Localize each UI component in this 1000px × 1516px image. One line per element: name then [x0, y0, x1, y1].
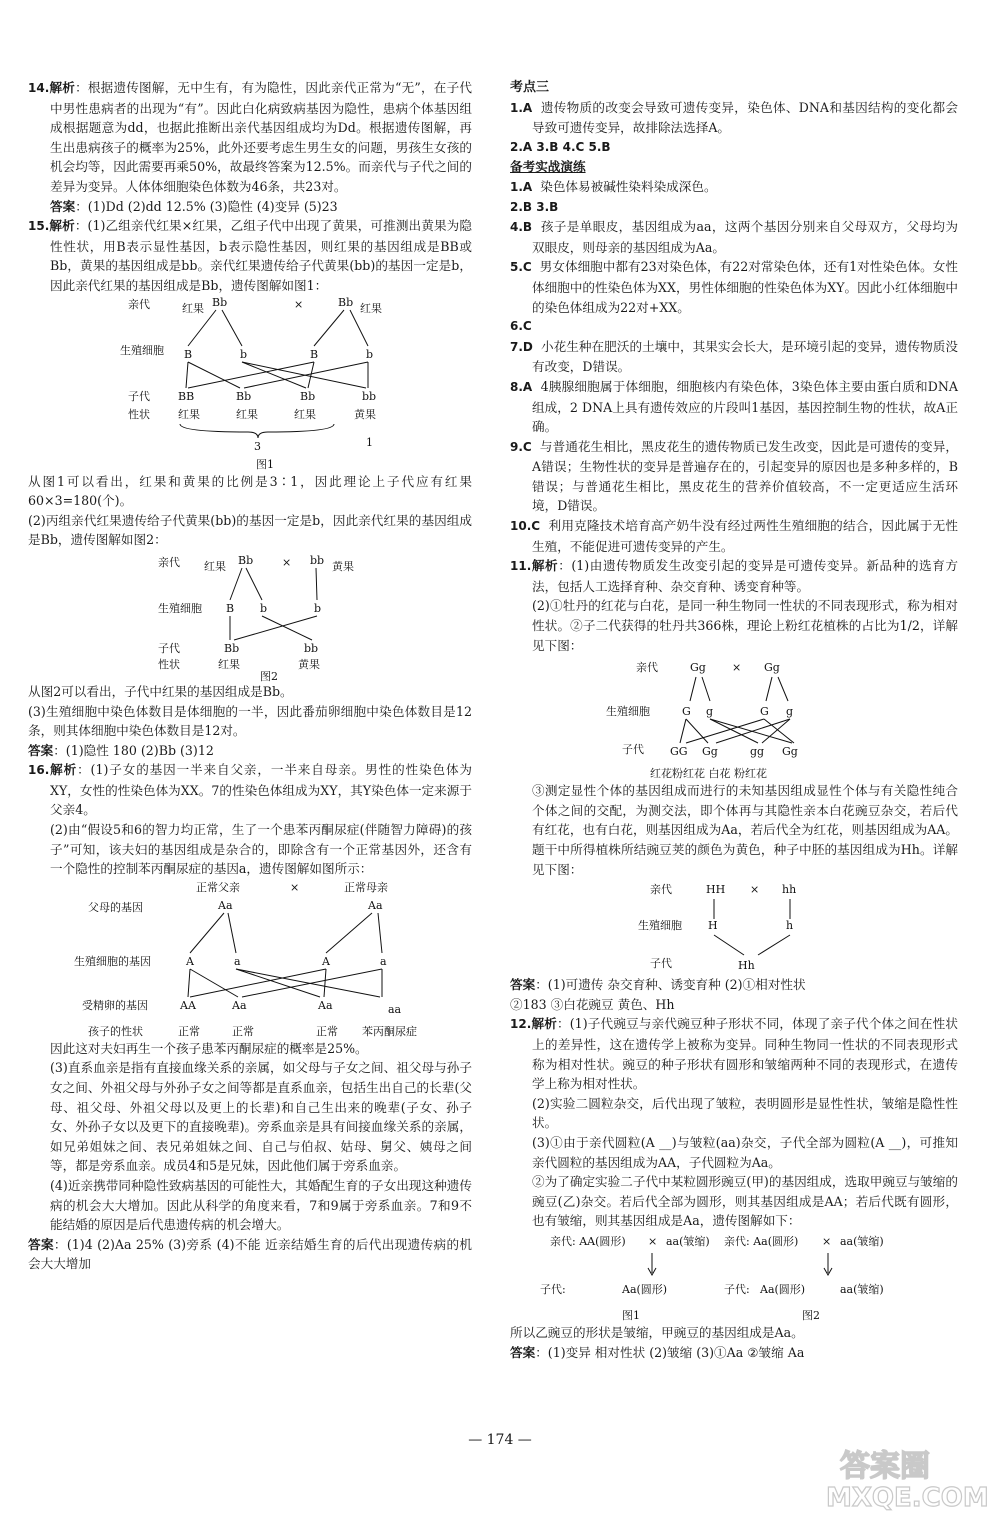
watermark-text-top: 答案圈 — [840, 1449, 930, 1484]
bk-item-5-number: 5.C — [510, 260, 532, 275]
q12f-left-parent: 亲代: AA(圆形) — [550, 1234, 626, 1248]
fig1-caption: 图1 — [256, 457, 274, 471]
fig1-parent-label: 亲代 — [128, 297, 150, 311]
q11f2-p-left: HH — [706, 883, 726, 897]
q12-figure — [510, 1231, 958, 1323]
fig2-gamete-1: B — [226, 601, 235, 615]
q11f1-offspring-1: GG — [670, 745, 688, 759]
q15-answer — [28, 741, 472, 761]
bk-item-8-text: 4胰腺细胞属于体细胞，细胞核内有染色体，3染色体主要由蛋白质和DNA组成，2 DNA上具有遗传效应的片段叫1基因，基因控制生物的性状，故A正确。 — [532, 378, 958, 435]
q11f2-p-right: hh — [782, 883, 797, 897]
bk-item-4-number: 4.B — [510, 220, 533, 235]
fig3-gamete-1: A — [186, 954, 194, 968]
fig3-father: 正常父亲 — [196, 880, 240, 894]
fig3-row4: 孩子的性状 — [88, 1024, 143, 1038]
bk-item-1-number: 1.A — [510, 179, 533, 194]
q12f-right-child-1: Aa(圆形) — [760, 1282, 806, 1296]
fig3-offspring-3: Aa — [318, 998, 333, 1012]
bk-item-10 — [510, 516, 958, 556]
q12f-left-cross: × — [648, 1234, 658, 1248]
q15-answer-label: 答案 — [28, 742, 54, 758]
fig3-trait-2: 正常 — [232, 1024, 254, 1038]
q15-figure-2 — [28, 550, 472, 682]
bk-title: 备考实战演练 — [510, 159, 586, 175]
fig3-cross: × — [290, 880, 300, 894]
bk-item-1-text: 染色体易被碱性染料染成深色。 — [540, 178, 717, 194]
q14-number: 14. — [28, 81, 50, 95]
fig1-gamete-2: b — [240, 347, 248, 361]
q12f-right-parent: 亲代: Aa(圆形) — [724, 1234, 799, 1248]
q11f2-parent: 亲代 — [650, 883, 672, 897]
q12-label: 解析 — [531, 1016, 557, 1032]
q14-label: 解析 — [49, 80, 76, 95]
q11f1-p-right: Gg — [764, 661, 780, 675]
q11-answer-text-1: ：(1)可遗传 杂交育种、诱变育种 (2)①相对性状 — [535, 977, 806, 993]
page-number: — 174 — — [468, 1432, 532, 1448]
bk-item-6: 6.C — [510, 319, 532, 334]
q16-text-2: (2)由“假设5和6的智力均正常，生了一个患苯丙酮尿症(伴随智力障碍)的孩子”可知，该夫妇的基因组成是杂合的，即除含有一个正常基因外，还含有一个隐性的控制苯丙酮尿症的基因a，遗传图解如图所示： — [50, 822, 472, 877]
fig1-offspring-3: Bb — [300, 389, 316, 403]
q16-answer-label: 答案 — [28, 1236, 54, 1252]
fig1-child-label: 子代 — [128, 389, 150, 403]
left-column — [28, 78, 472, 1274]
bk-item-4-text: 孩子是单眼皮，基因组成为aa，这两个基因分别来自父母双方，父母均为双眼皮，则母亲的基因组成为Aa。 — [532, 219, 958, 255]
q12f-right-child-label: 子代: — [724, 1282, 750, 1296]
fig2-parent-label: 亲代 — [158, 555, 180, 569]
q11-answer-label: 答案 — [510, 977, 536, 993]
kd3-item-1-number: 1.A — [510, 100, 533, 115]
q12-number: 12. — [510, 1017, 532, 1032]
fig1-cross: × — [294, 297, 304, 311]
fig3-offspring-2: Aa — [232, 998, 247, 1012]
q11f2-gamete-left: H — [708, 919, 718, 933]
q15-text-5: (3)生殖细胞中染色体数目是体细胞的一半，因此番茄卵细胞中染色体数目是12条，则其体细胞中染色体数目是12对。 — [28, 703, 472, 739]
fig3-trait-1: 正常 — [178, 1024, 200, 1038]
q14-answer — [28, 197, 472, 217]
q12-text-3: (3)①由于亲代圆粒(A __)与皱粒(aa)杂交，子代全部为圆粒(A __)，可推知亲代圆粒的基因组成为AA，子代圆粒为Aa。 — [532, 1134, 958, 1170]
q12f-right-other: aa(皱缩) — [840, 1234, 884, 1248]
fig2-right-trait: 黄果 — [332, 559, 354, 573]
fig3-gamete-3: A — [322, 954, 330, 968]
q15-label: 解析 — [49, 218, 75, 234]
fig1-offspring-1: BB — [178, 389, 195, 403]
q12f-right-cross: × — [822, 1234, 832, 1248]
bk-item-5 — [510, 257, 958, 317]
q11f1-gamete-1: G — [682, 705, 691, 719]
q11f1-gamete-3: G — [760, 705, 769, 719]
bk-item-9-text: 与普通花生相比，黑皮花生的遗传物质已发生改变，因此是可遗传的变异，A错误；生物性状的变异是普遍存在的，引起变异的原因也是多种多样的，B错误；与普通花生相比，黑皮花生的营养价值较高，不一定更适应生活环境，D错误。 — [532, 438, 958, 514]
kd3-title: 考点三 — [510, 80, 550, 95]
q12f-left-child-label: 子代: — [540, 1282, 566, 1296]
q16-analysis — [28, 760, 472, 820]
q11f1-cross: × — [732, 661, 742, 675]
fig2-gamete-3: b — [314, 601, 322, 615]
fig2-offspring-2: bb — [304, 641, 319, 655]
q11-analysis — [510, 556, 958, 596]
q12-answer-label: 答案 — [510, 1344, 536, 1360]
fig1-gamete-4: b — [366, 347, 374, 361]
fig1-ratio-1: 1 — [366, 435, 373, 449]
fig3-row3: 受精卵的基因 — [82, 998, 148, 1012]
bk-item-9-number: 9.C — [510, 439, 532, 454]
watermark-logo — [820, 1442, 992, 1512]
q15-number: 15. — [28, 219, 50, 234]
q11f1-germ: 生殖细胞 — [606, 705, 650, 719]
q12-text-2: (2)实验二圆粒杂交，后代出现了皱粒，表明圆形是显性性状，皱缩是隐性性状。 — [532, 1095, 958, 1131]
fig1-gamete-1: B — [184, 347, 193, 361]
q12-text-1: ：(1)子代豌豆与亲代豌豆种子形状不同，体现了亲子代个体之间在性状上的差异性，这在遗传学上被称为变异。同种生物同一性状的不同表现形式称为相对性状。豌豆的种子形状有圆形和皱缩两种不同的表现形式，在遗传学上称为相对性状。 — [532, 1016, 959, 1092]
q11f2-germ: 生殖细胞 — [638, 919, 682, 933]
q12f-caption-1: 图1 — [622, 1308, 640, 1322]
fig1-ratio-3: 3 — [254, 439, 261, 453]
q11f1-gamete-2: g — [706, 705, 714, 719]
bk-item-9 — [510, 437, 958, 516]
fig1-right-parent: Bb — [338, 295, 354, 309]
q15-analysis — [28, 216, 472, 295]
fig2-caption: 图2 — [260, 669, 278, 682]
q12-answer-text: ：(1)变异 相对性状 (2)皱缩 (3)①Aa ②皱缩 Aa — [535, 1344, 805, 1360]
q11-answer-2: ②183 ③白花豌豆 黄色、Hh — [510, 996, 675, 1012]
fig2-left-trait: 红果 — [204, 559, 226, 573]
q11f2-gamete-right: h — [786, 919, 794, 933]
fig1-trait-4: 黄果 — [354, 407, 376, 421]
q11f1-offspring-2: Gg — [702, 745, 718, 759]
fig1-trait-3: 红果 — [294, 407, 316, 421]
q16-number: 16. — [28, 763, 50, 778]
fig1-left-parent: Bb — [212, 295, 228, 309]
bk-item-4 — [510, 217, 958, 257]
fig2-trait-2: 黄果 — [298, 657, 320, 671]
q11f1-p-left: Gg — [690, 661, 706, 675]
q11-number: 11. — [510, 559, 532, 574]
fig2-right-parent: bb — [310, 553, 325, 567]
q11-text-1: ：(1)由遗传物质发生改变引起的变异是可遗传变异。新品种的选育方法，包括人工选择育种、杂交育种、诱变育种等。 — [532, 558, 958, 594]
fig1-trait-1: 红果 — [178, 407, 200, 421]
q12-answer — [510, 1343, 958, 1363]
fig2-trait-1: 红果 — [218, 657, 240, 671]
fig1-gamete-3: B — [310, 347, 319, 361]
fig3-trait-3: 正常 — [316, 1024, 338, 1038]
fig2-gamete-2: b — [260, 601, 268, 615]
right-column — [510, 78, 958, 1362]
kd3-item-1-text: 遗传物质的改变会导致可遗传变异，染色体、DNA和基因结构的变化都会导致可遗传变异，故排除法选择A。 — [532, 99, 958, 136]
kd3-item-1 — [510, 98, 958, 138]
watermark-text-bottom: MXQE.COM — [826, 1483, 989, 1512]
fig3-gamete-2: a — [234, 954, 241, 968]
q14-answer-text: ：(1)Dd (2)dd 12.5% (3)隐性 (4)变异 (5)23 — [75, 198, 338, 214]
bk-item-8-number: 8.A — [510, 379, 533, 394]
bk-item-5-text: 男女体细胞中都有23对染色体，有22对常染色体，还有1对性染色体。女性体细胞中的性染色体为XX，男性体细胞的性染色体为XY。因此小红体细胞中的染色体组成为22对+XX。 — [532, 259, 958, 315]
bk-item-7-text: 小花生种在肥沃的土壤中，其果实会长大，是环境引起的变异，遗传物质没有改变，D错误。 — [532, 338, 959, 375]
fig3-row1: 父母的基因 — [88, 900, 143, 914]
fig1-offspring-2: Bb — [236, 389, 252, 403]
fig3-p-right: Aa — [368, 898, 383, 912]
q12-text-5: 所以乙豌豆的形状是皱缩，甲豌豆的基因组成是Aa。 — [510, 1324, 804, 1340]
q14-answer-label: 答案 — [50, 198, 76, 214]
q11f1-offspring-4: Gg — [782, 745, 798, 759]
q12-analysis — [510, 1014, 958, 1093]
q12-text-4: ②为了确定实验二子代中某粒圆形豌豆(甲)的基因组成，选取甲豌豆与皱缩的豌豆(乙)杂交。若后代全部为圆形，则其基因组成是AA；若后代既有圆形，也有皱缩，则其基因组成是Aa，遗传图解如下： — [532, 1174, 958, 1229]
q11f2-cross: × — [750, 883, 760, 897]
q11f1-offspring-3: gg — [750, 745, 765, 759]
fig3-gamete-4: a — [380, 954, 387, 968]
fig1-right-trait: 红果 — [360, 301, 382, 315]
fig3-offspring-1: AA — [180, 998, 196, 1012]
q14-text: ：根据遗传图解，无中生有，有为隐性，因此亲代正常为“无”，在子代中男性患病者的出现为“有”。因此白化病致病基因为隐性，患病个体基因组成根据题意为dd，也据此推断出亲代基因组成均为Dd。根据遗传图解，再生出患病孩子的概率为25%，此外还要考虑生男生女的问题，男孩生女孩的机会均等，因此需要再乘50%，故最终答案为12.5%。而亲代与子代之间的差异为变异。人体体细胞染色体数为46条，共23对。 — [50, 80, 472, 194]
q15-text-4: 从图2可以看出，子代中红果的基因组成是Bb。 — [28, 683, 293, 699]
q11f1-gamete-4: g — [786, 705, 794, 719]
q15-text-3: (2)丙组亲代红果遗传给子代黄果(bb)的基因一定是b，因此亲代红果的基因组成是Bb，遗传图解如图2： — [28, 512, 472, 548]
fig3-p-left: Aa — [218, 898, 233, 912]
q12f-left-child: Aa(圆形) — [622, 1282, 668, 1296]
fig2-trait-label: 性状 — [158, 657, 180, 671]
q16-answer-text: ：(1)4 (2)Aa 25% (3)旁系 (4)不能 近亲结婚生育的后代出现遗传病的机会大大增加 — [28, 1236, 472, 1272]
fig2-germ-label: 生殖细胞 — [158, 601, 202, 615]
q15-answer-text: ：(1)隐性 180 (2)Bb (3)12 — [53, 742, 214, 758]
q11-figure-2 — [510, 879, 958, 975]
bk-item-7-number: 7.D — [510, 339, 533, 354]
q11f1-child: 子代 — [622, 743, 644, 757]
q11-text-3: ③测定显性个体的基因组成而进行的未知基因组成显性个体与有关隐性纯合个体之间的交配，为测交法，即个体再与其隐性亲本白花豌豆杂交，若后代有红花，也有白花，则基因组成为Aa，若后代全为红花，则基因组成为AA。题干中所得植株所结豌豆荚的颜色为黄色，种子中胚的基因组成为Hh。详解见下图： — [532, 783, 958, 877]
q12f-caption-2: 图2 — [802, 1308, 820, 1322]
fig2-left-parent: Bb — [238, 553, 254, 567]
q11f2-child: 子代 — [650, 957, 672, 971]
fig1-left-trait: 红果 — [182, 301, 204, 315]
q15-figure-1 — [28, 296, 472, 472]
bk-item-8 — [510, 377, 958, 437]
q16-answer — [28, 1235, 472, 1274]
q11-label: 解析 — [531, 558, 559, 574]
fig2-cross: × — [282, 555, 292, 569]
fig3-offspring-4: aa — [388, 1002, 402, 1016]
q16-text-1: ：(1)子女的基因一半来自父亲，一半来自母亲。男性的性染色体为XY，女性的性染色体为XX。7的性染色体组成为XY，其Y染色体一定来源于父亲4。 — [50, 762, 472, 818]
q16-label: 解析 — [49, 762, 78, 778]
q15-text-2: 从图1可以看出，红果和黄果的比例是3∶1，因此理论上子代应有红果 60×3=180(个)。 — [28, 473, 472, 509]
fig1-offspring-4: bb — [362, 389, 377, 403]
fig1-germ-label: 生殖细胞 — [120, 343, 164, 357]
q11f1-traits: 红花粉红花 白花 粉红花 — [650, 767, 767, 781]
fig3-row2: 生殖细胞的基因 — [74, 954, 151, 968]
q11-answer-1 — [510, 975, 958, 995]
fig3-trait-4: 苯丙酮尿症 — [362, 1024, 417, 1038]
q14-analysis — [28, 78, 472, 197]
bk-item-10-text: 利用克隆技术培育高产奶牛没有经过两性生殖细胞的结合，因此属于无性生殖，不能促进可遗传变异的产生。 — [532, 518, 959, 554]
q16-text-5: (4)近亲携带同种隐性致病基因的可能性大，其婚配生育的子女出现这种遗传病的机会大大增加。因此从科学的角度来看，7和9属于旁系血亲。7和9不能结婚的原因是后代患遗传病的机会增大。 — [50, 1178, 472, 1233]
kd3-items-2-5: 2.A 3.B 4.C 5.B — [510, 139, 611, 154]
q16-text-3: 因此这对夫妇再生一个孩子患苯丙酮尿症的概率是25%。 — [50, 1040, 368, 1056]
fig3-mother: 正常母亲 — [344, 880, 388, 894]
bk-items-2-3: 2.B 3.B — [510, 199, 559, 214]
bk-item-1 — [510, 177, 958, 198]
fig1-trait-2: 红果 — [236, 407, 258, 421]
q12f-left-other: aa(皱缩) — [666, 1234, 710, 1248]
q15-text-1: ：(1)乙组亲代红果×红果，乙组子代中出现了黄果，可推测出黄果为隐性性状，用B表示显性基因，b表示隐性基因，则红果的基因组成是BB或Bb，黄果的基因组成是bb。亲代红果遗传给子代黄果(bb)的基因一定是b，因此亲代红果的基因组成是Bb，遗传图解如图1： — [50, 218, 472, 293]
q16-text-4: (3)直系血亲是指有直接血缘关系的亲属，如父母与子女之间、祖父母与孙子女之间、外祖父母与外孙子女之间等都是直系血亲，包括生出自己的长辈(父母、祖父母、外祖父母以及更上的长辈)和自己生出来的晚辈(子女、孙子女、外孙子女以及更下的直接晚辈)。旁系血亲是具有间接血缘关系的亲属，如兄弟姐妹之间、表兄弟姐妹之间、自己与伯叔、姑母、舅父、姨母之间等，都是旁系血亲。成员4和5是兄妹，因此他们属于旁系血亲。 — [50, 1060, 472, 1174]
q11f2-offspring: Hh — [738, 959, 755, 973]
bk-item-10-number: 10.C — [510, 519, 541, 534]
bk-item-7 — [510, 337, 958, 377]
fig1-trait-label: 性状 — [128, 407, 150, 421]
q11-figure-1 — [510, 655, 958, 781]
q11f1-parent: 亲代 — [636, 661, 658, 675]
q16-figure — [28, 879, 472, 1039]
q11-text-2: (2)①牡丹的红花与白花，是同一种生物同一性状的不同表现形式，称为相对性状。②子二代获得的牡丹共366株，理论上粉红花植株的占比为1/2，详解见下图： — [532, 598, 958, 653]
q12f-right-child-2: aa(皱缩) — [840, 1282, 884, 1296]
fig2-offspring-1: Bb — [224, 641, 240, 655]
fig2-child-label: 子代 — [158, 641, 180, 655]
